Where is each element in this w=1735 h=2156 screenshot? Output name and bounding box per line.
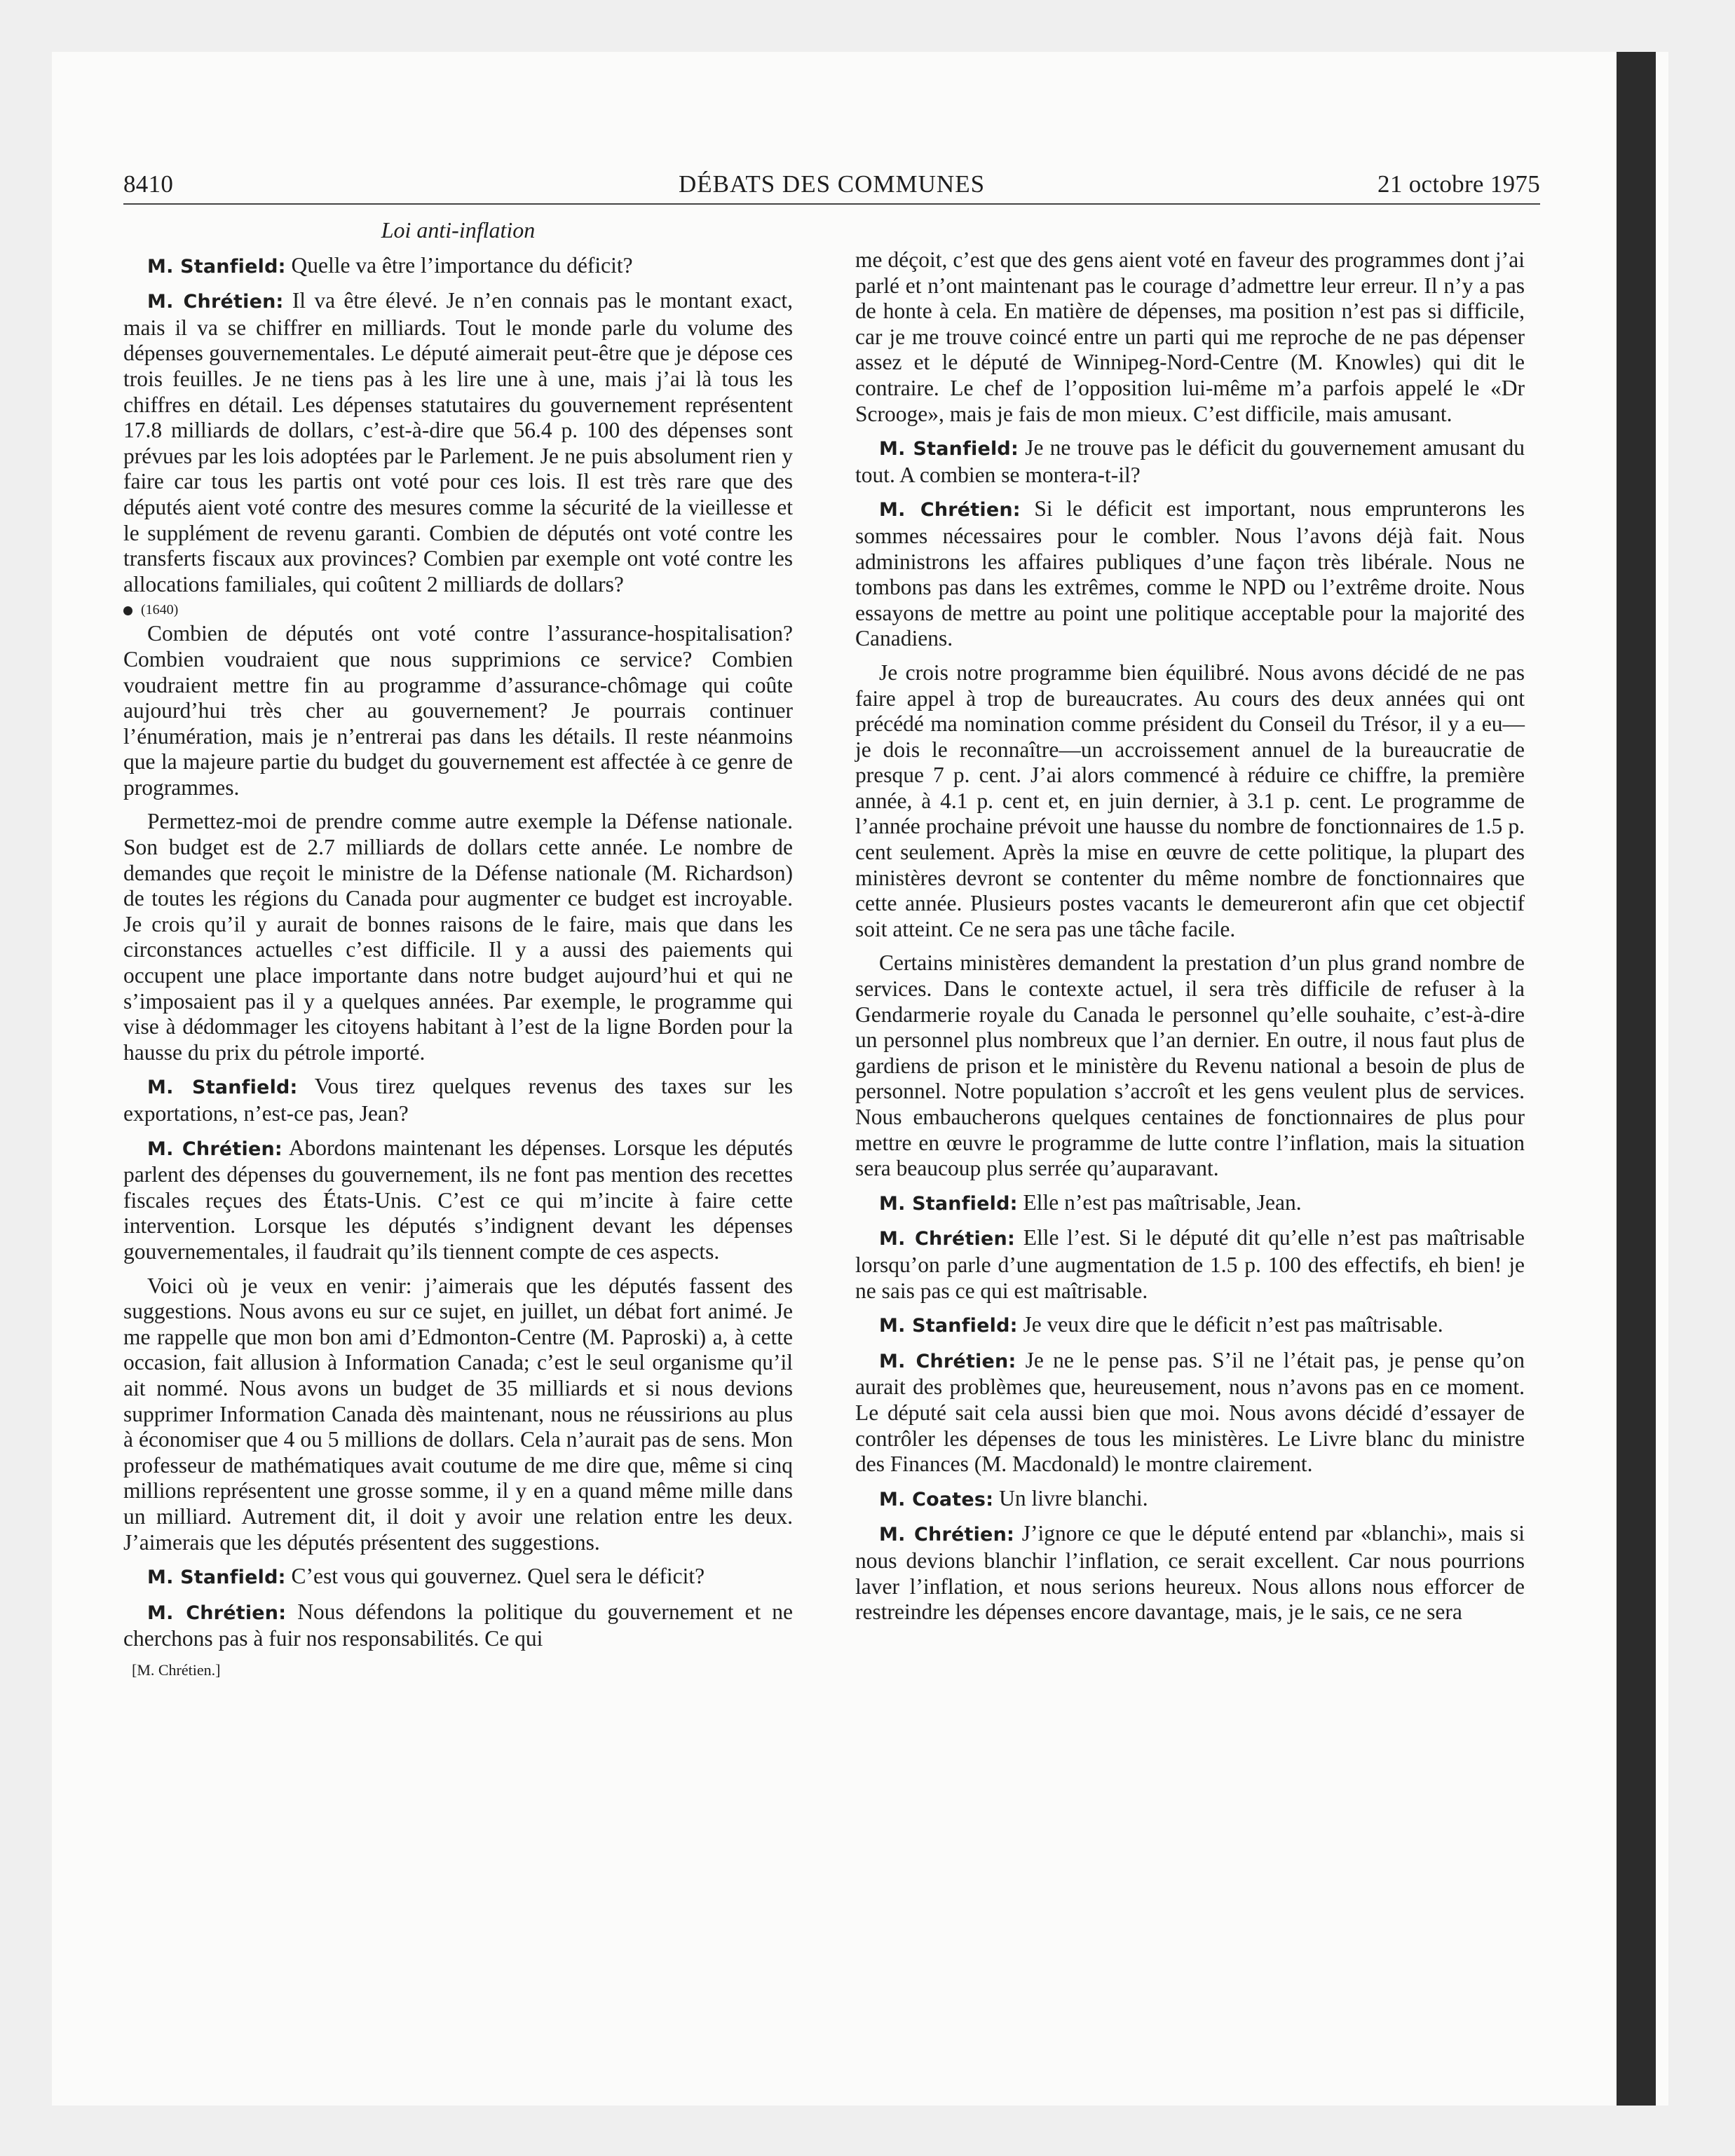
page-number: 8410 <box>123 170 174 198</box>
speaker-name: M. Stanfield: <box>879 438 1019 460</box>
speech-paragraph <box>123 621 793 800</box>
speech-text: Voici où je veux en venir: j’aimerais que les députés fassent des suggestions. Nous avons eu sur ce sujet, en juillet, un débat fort animé. Je me rappelle que mon bon ami d’Edmonton-Centre (M. Paproski) a, à cette occasion, fait allusion à Information Canada; c’est le seul organisme qu’il ait nommé. Nous avons un budget de 35 milliards et si nous devions supprimer Information Canada dès maintenant, nous ne réussirions au plus à économiser que 4 ou 5 millions de dollars. Cela n’aurait pas de sens. Mon professeur de mathématiques avait coutume de me dire que, même si cinq millions représentent une grosse somme, il y en a quand même mille dans un milliard. Autrement dit, il doit y avoir une relation entre les deux. J’aimerais que les députés présentent des suggestions. <box>123 1273 793 1555</box>
speech-text: Elle l’est. Si le député dit qu’elle n’est pas maîtrisable lorsqu’on parle d’une augmentation de 1.5 p. 100 des effectifs, eh bien! je ne sais pas ce qui est maîtrisable. <box>855 1225 1525 1303</box>
speaker-name: M. Stanfield: <box>879 1192 1018 1215</box>
speech-text: Quelle va être l’importance du déficit? <box>291 252 633 278</box>
right-column <box>855 247 1525 1634</box>
speech-paragraph <box>123 809 793 1065</box>
speech-text: me déçoit, c’est que des gens aient voté en faveur des programmes dont j’ai parlé et n’ont maintenant pas le courage d’admettre leur erreur. Il n’y a pas de honte à cela. En matière de dépenses, ma position n’est pas si difficile, car je me trouve coincé entre un parti qui me reproche de ne pas dépenser assez et le député de Winnipeg-Nord-Centre (M. Knowles) qui dit le contraire. Le chef de l’opposition lui-même m’a parfois appelé le «Dr Scrooge», mais je fais de mon mieux. C’est difficile, mais amusant. <box>855 247 1525 426</box>
speech-text: Je crois notre programme bien équilibré. Nous avons décidé de ne pas faire appel à trop de bureaucrates. Au cours des deux années qui ont précédé ma nomination comme président du Conseil du Trésor, il y a eu—je dois le reconnaître—un accroissement annuel de la bureaucratie de presque 7 p. cent. J’ai alors commencé à réduire ce chiffre, la première année, à 4.1 p. cent et, en juin dernier, à 3.1 p. cent. Le programme de l’année prochaine prévoit une hausse du nombre de fonctionnaires de 1.5 p. cent seulement. Après la mise en œuvre de cette politique, la plupart des ministères devront se contenter du même nombre de fonctionnaires que cette année. Plusieurs postes vacants le demeureront afin que cet objectif soit atteint. Ce ne sera pas une tâche facile. <box>855 660 1525 941</box>
publication-title: DÉBATS DES COMMUNES <box>678 170 986 198</box>
speaker-name: M. Stanfield: <box>879 1315 1018 1337</box>
speech-paragraph <box>123 1274 793 1556</box>
speech-paragraph <box>855 660 1525 943</box>
speech-paragraph <box>855 1486 1525 1513</box>
scan-edge-bar <box>1617 52 1656 2106</box>
speech-text: Je ne trouve pas le déficit du gouvernement amusant du tout. A combien se montera-t-il? <box>855 435 1525 487</box>
speech-paragraph <box>123 253 793 280</box>
speech-text: Combien de députés ont voté contre l’assurance-hospitalisation? Combien voudraient que nous supprimions ce service? Combien voudraient mettre fin au programme d’assurance-chômage qui coûte aujourd’hui très cher au gouvernement? Je pourrais continuer l’énumération, mais je n’entrerai pas dans les détails. Il reste néanmoins que la majeure partie du budget du gouvernement est affectée à ce genre de programmes. <box>123 621 793 800</box>
footnote: [M. Chrétien.] <box>132 1660 221 1679</box>
speaker-name: M. Chrétien: <box>879 1350 1016 1372</box>
header-rule <box>123 203 1540 205</box>
speech-paragraph <box>855 496 1525 652</box>
speech-paragraph <box>123 1599 793 1652</box>
left-column <box>123 217 793 1680</box>
speech-text: C’est vous qui gouvernez. Quel sera le déficit? <box>291 1564 705 1589</box>
speech-text: Je veux dire que le déficit n’est pas maîtrisable. <box>1023 1312 1443 1337</box>
speaker-name: M. Coates: <box>879 1488 994 1510</box>
bullet-icon <box>123 606 132 615</box>
speaker-name: M. Chrétien: <box>147 1602 287 1624</box>
page-header <box>123 168 1540 200</box>
speaker-name: M. Stanfield: <box>147 1077 298 1099</box>
speech-text: Un livre blanchi. <box>999 1485 1148 1510</box>
speech-text: J’ignore ce que le député entend par «blanchi», mais si nous devions blanchir l’inflation, ce serait excellent. Car nous pourrions laver l’inflation, et nous serions heureux. Nous allons nous efforcer de restreindre les dépenses encore davantage, mais, je le sais, ce ne sera <box>855 1521 1525 1625</box>
speaker-name: M. Chrétien: <box>879 1524 1014 1546</box>
speech-paragraph <box>123 1564 793 1591</box>
time-marker-text: (1640) <box>141 602 179 618</box>
speech-paragraph <box>855 435 1525 488</box>
speech-text: Elle n’est pas maîtrisable, Jean. <box>1023 1189 1302 1215</box>
speech-text: Vous tirez quelques revenus des taxes sur les exportations, n’est-ce pas, Jean? <box>123 1074 793 1126</box>
speech-text: Si le déficit est important, nous emprunterons les sommes nécessaires pour le combler. Nous l’avons déjà fait. Nous administrons les affaires publiques d’une façon très libérale. Nous ne tombons pas dans les extrêmes, comme le NPD ou l’extrême droite. Nous essayons de mettre au point une politique acceptable pour la majorité des Canadiens. <box>855 496 1525 651</box>
speech-text: Il va être élevé. Je n’en connais pas le montant exact, mais il va se chiffrer en milliards. Tout le monde parle du volume des dépenses gouvernementales. Le député aimerait peut-être que je dépose ces trois feuilles. Je ne tiens pas à les lire une à une, mais j’ai là tous les chiffres en détail. Les dépenses statutaires du gouvernement représentent 17.8 milliards de dollars, c’est-à-dire que 56.4 p. 100 des dépenses sont prévues par les lois adoptées par le Parlement. Je ne puis absolument rien y faire car tous les partis ont voté pour ces lois. Il est très rare que des députés aient voté contre des mesures comme la sécurité de la vieillesse et le supplément de revenu garanti. Combien de députés ont voté contre les transferts fiscaux aux provinces? Combien par exemple ont voté contre les allocations familiales, qui coûtent 2 milliards de dollars? <box>123 288 793 596</box>
speech-text: Permettez-moi de prendre comme autre exemple la Défense nationale. Son budget est de 2.7 milliards de dollars cette année. Le nombre de demandes que reçoit le ministre de la Défense nationale (M. Richardson) de toutes les régions du Canada pour augmenter ce budget est incroyable. Je crois qu’il y aurait de bonnes raisons de le faire, mais que dans les circonstances actuelles c’est difficile. Il y a aussi des paiements qui occupent une place importante dans notre budget aujourd’hui et qui ne s’imposaient pas il y a quelques années. Par exemple, le programme qui vise à dédommager les citoyens habitant à l’est de la ligne Borden pour la hausse du prix du pétrole importé. <box>123 809 793 1065</box>
speech-text: Nous défendons la politique du gouvernement et ne cherchons pas à fuir nos responsabilités. Ce qui <box>123 1599 793 1651</box>
speech-paragraph <box>855 1348 1525 1478</box>
speaker-name: M. Stanfield: <box>147 1567 286 1589</box>
speech-paragraph <box>855 950 1525 1181</box>
speech-paragraph <box>855 1521 1525 1625</box>
section-title: Loi anti-inflation <box>381 217 536 243</box>
speech-paragraph <box>123 288 793 597</box>
speaker-name: M. Chrétien: <box>879 1228 1015 1250</box>
speech-paragraph <box>855 247 1525 427</box>
page-date: 21 octobre 1975 <box>1377 170 1540 198</box>
speaker-name: M. Chrétien: <box>879 499 1021 521</box>
speech-text: Je ne le pense pas. S’il ne l’était pas, je pense qu’on aurait des problèmes que, heureusement, nous n’avons pas en ce moment. Le député sait cela aussi bien que moi. Nous avons décidé d’essayer de contrôler les dépenses de tous les ministères. Le Livre blanc du ministre des Finances (M. Macdonald) le montre clairement. <box>855 1347 1525 1477</box>
speech-text: Abordons maintenant les dépenses. Lorsque les députés parlent des dépenses du gouvernement, ils ne font pas mention des recettes fiscales reçues des États-Unis. C’est ce qui m’incite à faire cette intervention. Lorsque les députés s’indignent devant les dépenses gouvernementales, il faudrait qu’ils tiennent compte de ces aspects. <box>123 1135 793 1264</box>
speech-paragraph <box>855 1312 1525 1339</box>
speech-text: Certains ministères demandent la prestation d’un plus grand nombre de services. Dans le contexte actuel, il sera très difficile de refuser à la Gendarmerie royale du Canada le personnel qu’elle souhaite, c’est-à-dire un personnel plus nombreux que l’an dernier. En outre, il nous faut plus de gardiens de prison et le ministère du Revenu national a besoin de plus de personnel. Notre population s’accroît et les gens veulent plus de services. Nous embaucherons quelques centaines de fonctionnaires de plus pour mettre en œuvre le programme de lutte contre l’inflation, mais la situation sera beaucoup plus serrée qu’auparavant. <box>855 950 1525 1181</box>
speaker-name: M. Chrétien: <box>147 291 284 313</box>
speaker-name: M. Stanfield: <box>147 255 286 278</box>
time-marker <box>123 601 793 618</box>
speech-paragraph <box>123 1074 793 1126</box>
speech-paragraph <box>855 1190 1525 1217</box>
speech-paragraph <box>855 1225 1525 1304</box>
speech-paragraph <box>123 1135 793 1265</box>
speaker-name: M. Chrétien: <box>147 1138 283 1160</box>
